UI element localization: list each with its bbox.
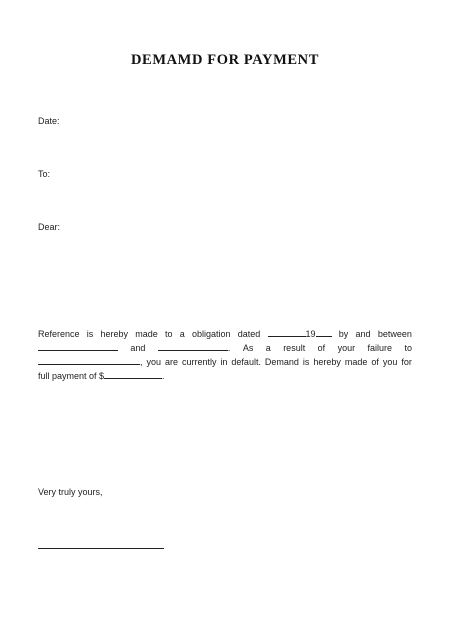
- word: to: [165, 329, 173, 339]
- word: obligation: [192, 329, 231, 339]
- word: to: [404, 343, 412, 353]
- word: between: [377, 329, 412, 339]
- party-two-blank[interactable]: [158, 341, 228, 351]
- word: of: [371, 357, 379, 367]
- word: a: [179, 329, 185, 339]
- document-title: DEMAMD FOR PAYMENT: [130, 52, 319, 68]
- dear-label: Dear:: [38, 222, 61, 232]
- word: are: [164, 357, 178, 367]
- word: you: [382, 357, 398, 367]
- word: result: [283, 343, 306, 353]
- word: dated: [237, 329, 261, 339]
- word: your: [337, 343, 356, 353]
- word: you: [146, 357, 161, 367]
- signature-line[interactable]: [38, 548, 164, 549]
- word: for: [401, 357, 412, 367]
- to-label: To:: [38, 169, 51, 179]
- word: is: [86, 329, 94, 339]
- comma: ,: [140, 357, 143, 367]
- word: by: [338, 329, 349, 339]
- body-paragraph: [38, 327, 412, 383]
- word: and: [355, 329, 371, 339]
- word: and: [130, 343, 146, 353]
- word: failure: [367, 343, 393, 353]
- word: made: [135, 329, 158, 339]
- payment-amount-blank[interactable]: [104, 369, 162, 379]
- word: Demand: [264, 357, 299, 367]
- date-label: Date:: [38, 116, 60, 126]
- word: a: [265, 343, 271, 353]
- party-two-field[interactable]: [158, 341, 231, 355]
- period: .: [227, 343, 231, 353]
- word: default.: [231, 357, 261, 367]
- word: made: [344, 357, 368, 367]
- body-line-1: [38, 327, 412, 341]
- word: in: [220, 357, 228, 367]
- word: currently: [181, 357, 217, 367]
- failure-field[interactable]: [38, 355, 143, 369]
- word: is: [302, 357, 310, 367]
- full-payment-text: full payment of $: [38, 371, 105, 381]
- period: .: [162, 371, 165, 381]
- word: hereby: [313, 357, 341, 367]
- body-line-4: [38, 369, 412, 383]
- failure-blank[interactable]: [38, 355, 140, 365]
- date-blank[interactable]: [268, 327, 306, 337]
- word: Reference: [38, 329, 80, 339]
- year-blank[interactable]: [316, 327, 332, 337]
- body-line-2: [38, 341, 412, 355]
- word: As: [242, 343, 254, 353]
- obligation-date-field[interactable]: [268, 327, 332, 341]
- year-prefix: 19: [305, 329, 316, 339]
- word: hereby: [100, 329, 129, 339]
- closing-salutation: Very truly yours,: [38, 487, 103, 497]
- body-line-3: [38, 355, 412, 369]
- party-one-blank[interactable]: [38, 341, 118, 351]
- word: of: [317, 343, 326, 353]
